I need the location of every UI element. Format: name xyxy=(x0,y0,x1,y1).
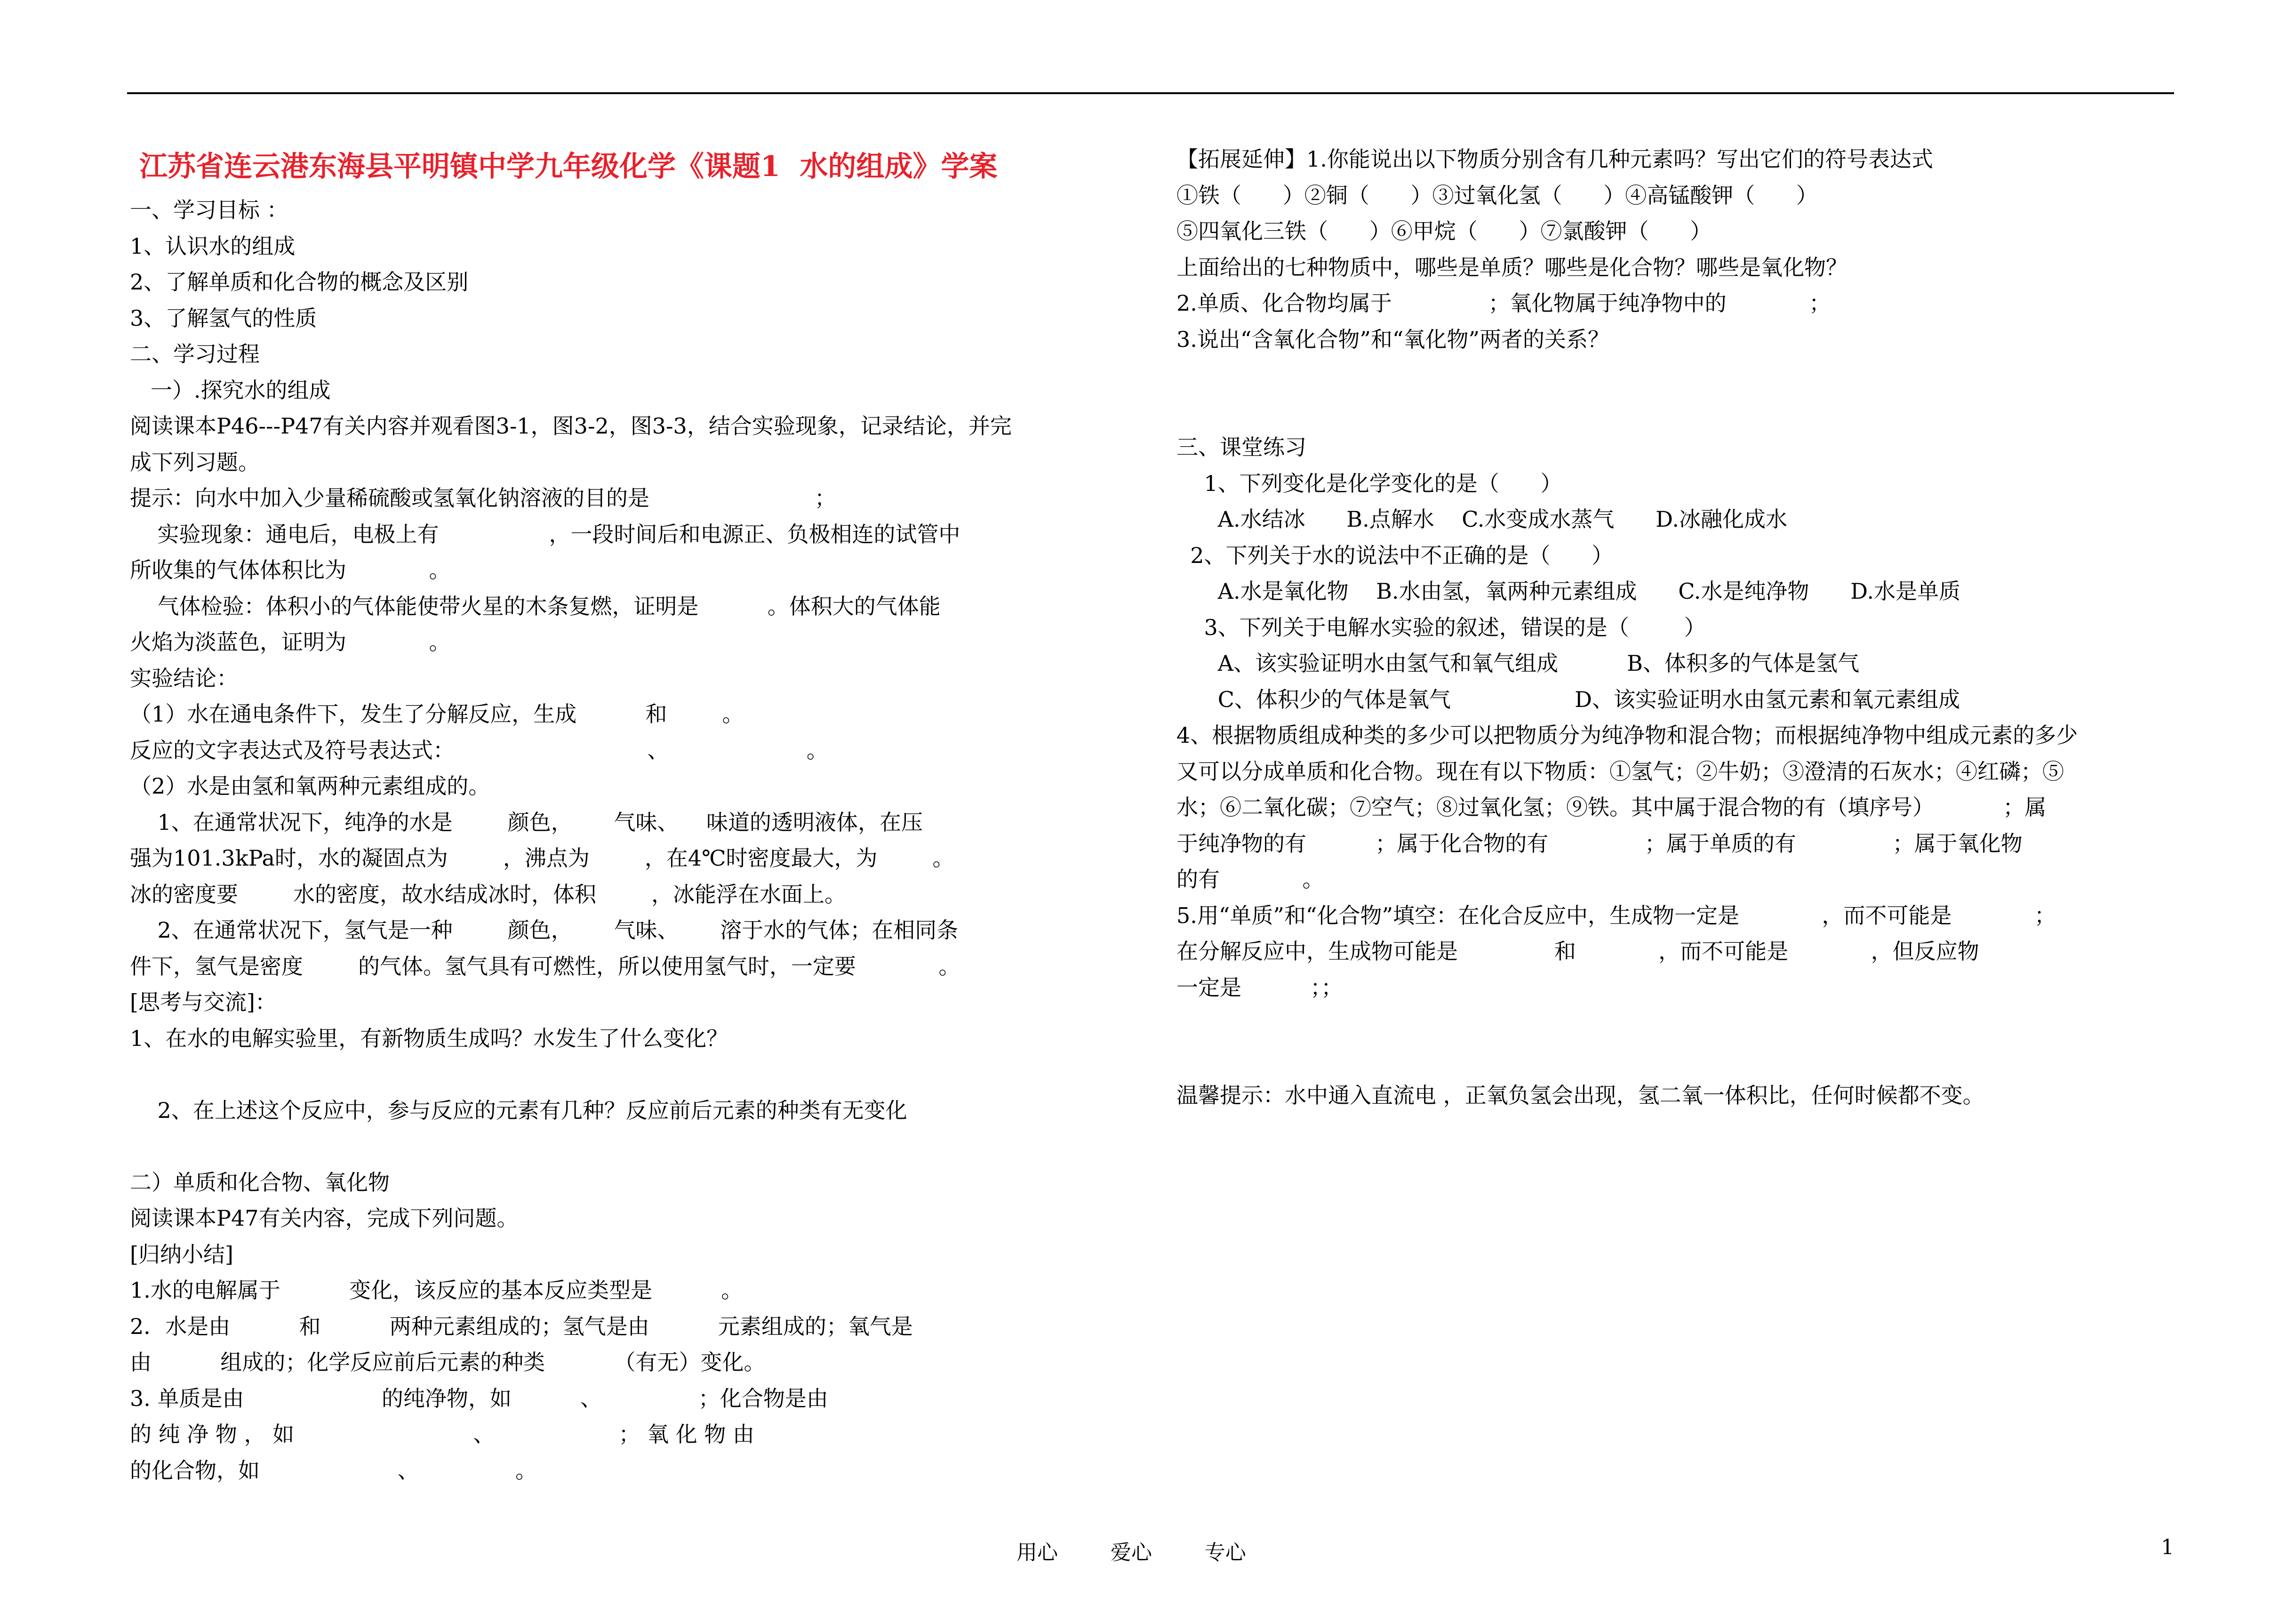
text-line: 阅读课本P47有关内容，完成下列问题。 xyxy=(130,1205,519,1231)
footer-motto: 用心 爱心 专心 xyxy=(1016,1541,1246,1565)
text-line: 于纯净物的有 ；属于化合物的有 ；属于单质的有 ；属于氧化物 xyxy=(1176,830,2023,856)
text-line: 二、学习过程 xyxy=(130,341,260,367)
text-line: ①铁（ ）②铜（ ）③过氧化氢（ ）④高锰酸钾（ ） xyxy=(1176,182,1818,208)
right-column xyxy=(1176,141,2174,1114)
text-line: 又可以分成单质和化合物。现在有以下物质：①氢气；②牛奶；③澄清的石灰水；④红磷；⑤ xyxy=(1176,758,2064,784)
text-line: 提示：向水中加入少量稀硫酸或氢氧化钠溶液的目的是 ； xyxy=(130,485,836,511)
text-line xyxy=(1176,357,2174,393)
text-line: 在分解反应中，生成物可能是 和 ，而不可能是 ，但反应物 xyxy=(1176,939,1979,964)
text-line xyxy=(130,1128,1132,1164)
text-line: A、该实验证明水由氢气和氧气组成 B、体积多的气体是氢气 xyxy=(1176,650,1859,676)
left-column-text xyxy=(130,192,1132,1488)
text-line: 2.单质、化合物均属于 ；氧化物属于纯净物中的 ； xyxy=(1176,290,1831,316)
text-line: 5.用“单质”和“化合物”填空：在化合反应中，生成物一定是 ，而不可能是 ； xyxy=(1176,902,2056,928)
text-line: （2）水是由氢和氧两种元素组成的。 xyxy=(130,773,490,799)
text-line: 2、下列关于水的说法中不正确的是（ ） xyxy=(1176,542,1614,568)
text-line: 实验结论： xyxy=(130,665,238,691)
text-line: 3、下列关于电解水实验的叙述，错误的是（ ） xyxy=(1176,614,1706,640)
document-title: 江苏省连云港东海县平明镇中学九年级化学《课题1 水的组成》学案 xyxy=(139,150,998,183)
text-line: 三、课堂练习 xyxy=(1176,434,1306,460)
text-line: 1、在通常状况下，纯净的水是 颜色， 气味、 味道的透明液体，在压 xyxy=(130,809,923,835)
left-column xyxy=(130,141,1132,1488)
text-line: 强为101.3kPa时，水的凝固点为 ，沸点为 ，在4℃时密度最大，为 。 xyxy=(130,845,954,871)
text-line: 的有 。 xyxy=(1176,867,1324,892)
text-line: 2．水是由 和 两种元素组成的；氢气是由 元素组成的；氧气是 xyxy=(130,1313,913,1339)
text-line: 4、根据物质组成种类的多少可以把物质分为纯净物和混合物；而根据纯净物中组成元素的多少 xyxy=(1176,723,2078,748)
text-line: 气体检验：体积小的气体能使带火星的木条复燃，证明是 。体积大的气体能 xyxy=(130,593,941,619)
text-line: 【拓展延伸】1.你能说出以下物质分别含有几种元素吗？写出它们的符号表达式 xyxy=(1176,146,1933,172)
text-line: 阅读课本P46---P47有关内容并观看图3-1，图3-2，图3-3，结合实验现象，记录结论，并完 xyxy=(130,413,1012,439)
text-line: 所收集的气体体积比为 。 xyxy=(130,557,451,583)
text-line: 的化合物，如 、 。 xyxy=(130,1457,537,1483)
text-line: 件下，氢气是密度 的气体。氢气具有可燃性，所以使用氢气时，一定要 。 xyxy=(130,953,960,979)
text-line: 温馨提示：水中通入直流电 ，正氧负氢会出现，氢二氧一体积比，任何时候都不变。 xyxy=(1176,1083,1984,1108)
text-line: 实验现象：通电后，电极上有 ，一段时间后和电源正、负极相连的试管中 xyxy=(130,521,960,547)
text-line: 1、下列变化是化学变化的是（ ） xyxy=(1176,470,1562,496)
text-line: 成下列习题。 xyxy=(130,449,260,475)
top-rule xyxy=(127,92,2174,94)
text-line xyxy=(130,1056,1132,1092)
text-line: 2、在通常状况下，氢气是一种 颜色， 气味、 溶于水的气体；在相同条 xyxy=(130,917,959,943)
right-column-text xyxy=(1176,141,2174,1114)
text-line: [思考与交流]： xyxy=(130,989,277,1015)
text-line: 3、了解氢气的性质 xyxy=(130,305,317,331)
text-line: 一）.探究水的组成 xyxy=(130,377,331,403)
text-line: 水；⑥二氧化碳；⑦空气；⑧过氧化氢；⑨铁。其中属于混合物的有（填序号） ；属 xyxy=(1176,795,2047,820)
text-line: 1.水的电解属于 变化，该反应的基本反应类型是 。 xyxy=(130,1277,743,1303)
text-line: 冰的密度要 水的密度，故水结成冰时，体积 ，冰能浮在水面上。 xyxy=(130,881,846,907)
text-line: A.水是氧化物 B.水由氢，氧两种元素组成 C.水是纯净物 D.水是单质 xyxy=(1176,578,1960,604)
text-line: [归纳小结] xyxy=(130,1241,233,1267)
text-line: C、体积少的气体是氧气 D、该实验证明水由氢元素和氧元素组成 xyxy=(1176,686,1960,712)
text-line xyxy=(1176,1042,2174,1078)
text-line: 1、认识水的组成 xyxy=(130,233,296,259)
text-line: 3.说出“含氧化合物”和“氧化物”两者的关系？ xyxy=(1176,326,1609,352)
text-line: 2、了解单质和化合物的概念及区别 xyxy=(130,269,469,295)
page-number: 1 xyxy=(2161,1535,2174,1559)
text-line: 的 纯 净 物 ， 如 、 ； 氧 化 物 由 xyxy=(130,1421,754,1447)
text-line: 由 组成的；化学反应前后元素的种类 （有无）变化。 xyxy=(130,1349,766,1375)
text-line xyxy=(1176,393,2174,430)
text-line: （1）水在通电条件下，发生了分解反应，生成 和 。 xyxy=(130,701,744,727)
text-line: A.水结冰 B.点解水 C.水变成水蒸气 D.冰融化成水 xyxy=(1176,506,1787,532)
text-line: 二）单质和化合物、氧化物 xyxy=(130,1169,390,1195)
text-line: 火焰为淡蓝色，证明为 。 xyxy=(130,629,451,655)
text-line: 2、在上述这个反应中，参与反应的元素有几种？反应前后元素的种类有无变化 xyxy=(130,1097,907,1123)
text-line: 3. 单质是由 的纯净物，如 、 ；化合物是由 xyxy=(130,1385,828,1411)
text-line: 反应的文字表达式及符号表达式： 、 。 xyxy=(130,737,828,763)
text-line: 一、学习目标 ： xyxy=(130,197,288,223)
text-line: 上面给出的七种物质中，哪些是单质？哪些是化合物？哪些是氧化物？ xyxy=(1176,254,1848,280)
text-line xyxy=(1176,1005,2174,1042)
text-line: ⑤四氧化三铁（ ）⑥甲烷（ ）⑦氯酸钾（ ） xyxy=(1176,218,1712,244)
text-line: 1、在水的电解实验里，有新物质生成吗？水发生了什么变化？ xyxy=(130,1025,728,1051)
text-line: 一定是 ；； xyxy=(1176,974,1343,1000)
